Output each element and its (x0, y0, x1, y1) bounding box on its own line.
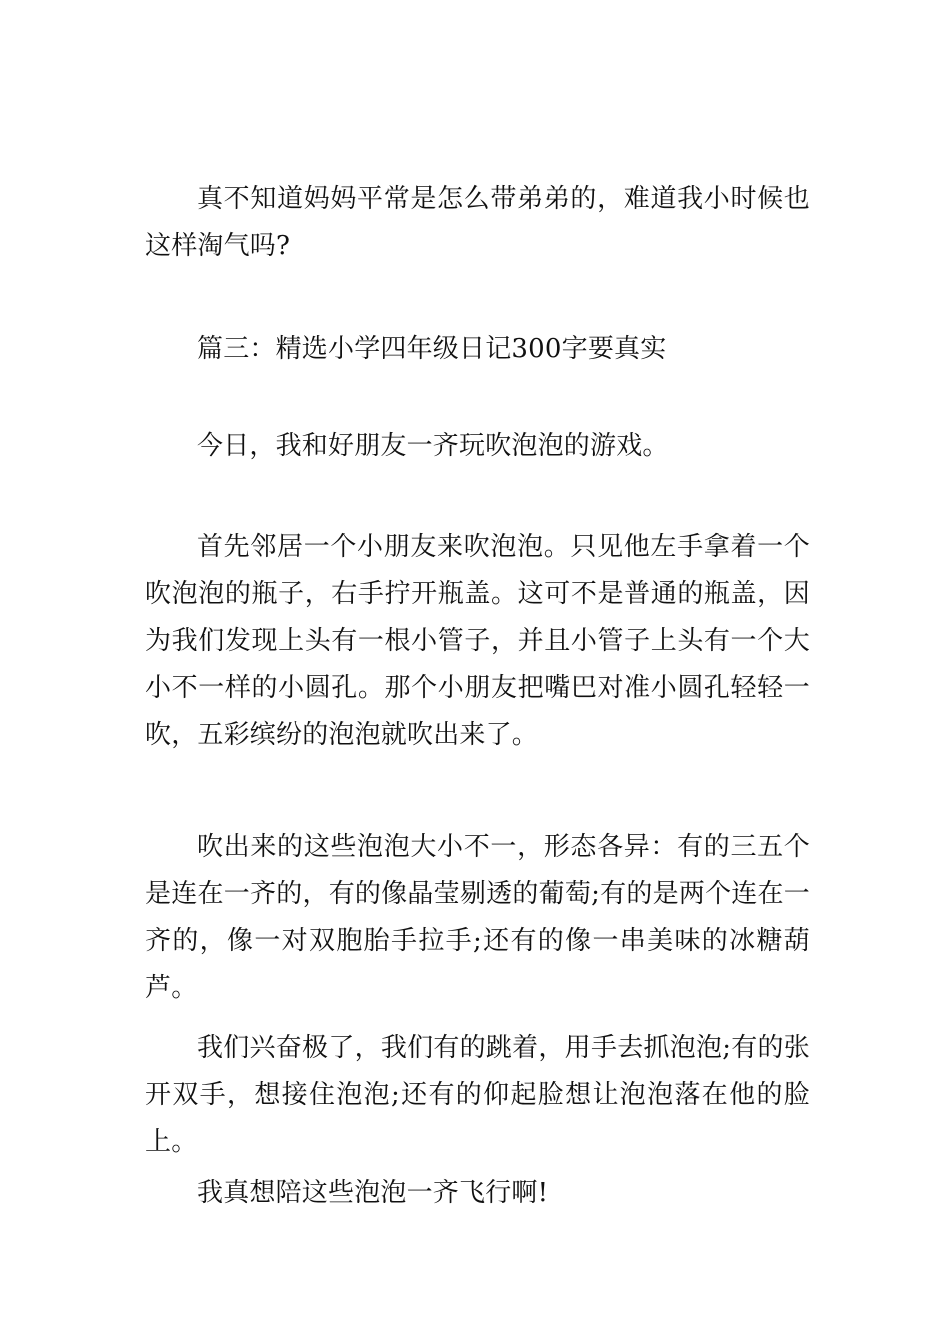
paragraph-excitement: 我们兴奋极了，我们有的跳着，用手去抓泡泡;有的张开双手，想接住泡泡;还有的仰起脸想让泡泡落在他的脸上。 (145, 1033, 810, 1157)
paragraph-blowing-bubbles: 首先邻居一个小朋友来吹泡泡。只见他左手拿着一个吹泡泡的瓶子，右手拧开瓶盖。这可不是普通的瓶盖，因为我们发现上头有一根小管子，并且小管子上头有一个大小不一样的小圆孔。那个小朋友把嘴巴对准小圆孔轻轻一吹，五彩缤纷的泡泡就吹出来了。 (145, 532, 810, 750)
paragraph-closing: 我真想陪这些泡泡一齐飞行啊! (197, 1178, 549, 1208)
section-title: 篇三：精选小学四年级日记300字要真实 (197, 334, 667, 364)
paragraph-intro: 今日，我和好朋友一齐玩吹泡泡的游戏。 (197, 431, 669, 461)
paragraph-bubble-shapes: 吹出来的这些泡泡大小不一，形态各异：有的三五个是连在一齐的，有的像晶莹剔透的葡萄;有的是两个连在一齐的，像一对双胞胎手拉手;还有的像一串美味的冰糖葫芦。 (145, 832, 810, 1003)
paragraph-mother-brother: 真不知道妈妈平常是怎么带弟弟的，难道我小时候也这样淘气吗? (145, 184, 810, 261)
